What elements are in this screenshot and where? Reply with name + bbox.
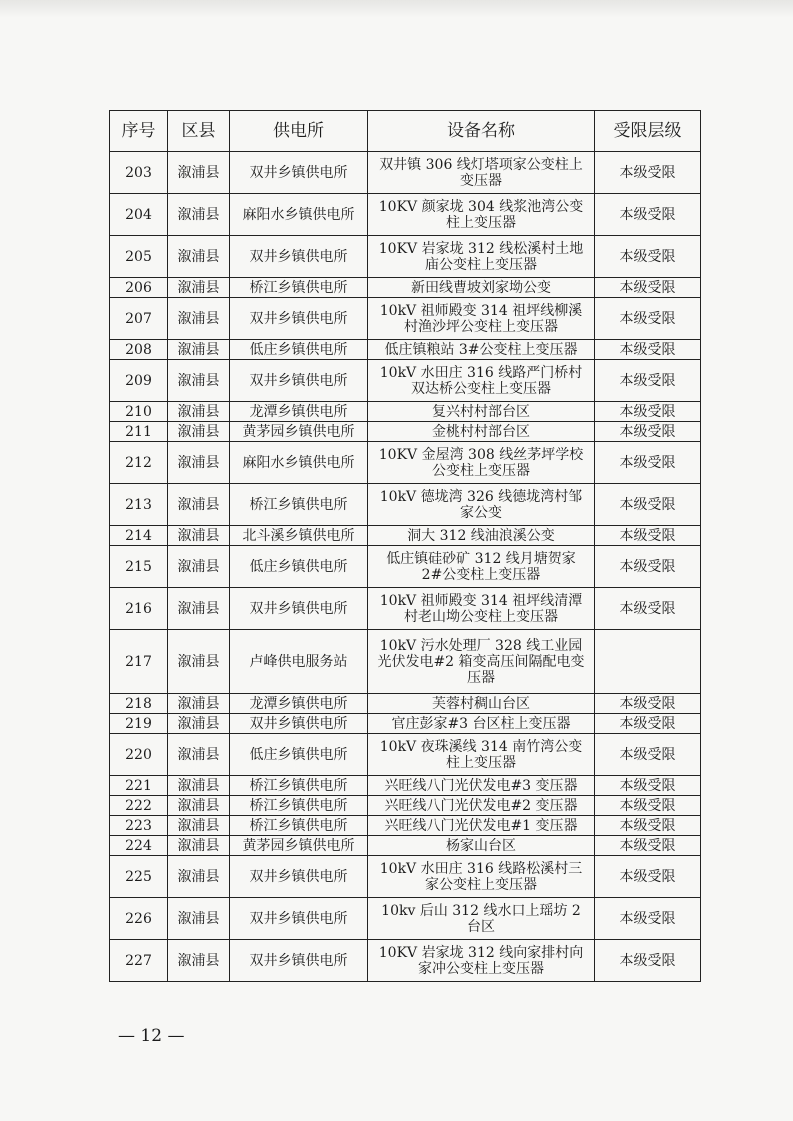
row-serial-number: 204: [110, 194, 168, 236]
row-serial-number: 212: [110, 442, 168, 484]
table-row: [110, 402, 701, 422]
row-device-name: 10kV 夜珠溪线 314 南竹湾公变柱上变压器: [368, 734, 595, 776]
row-restriction-level: 本级受限: [595, 898, 701, 940]
scan-top-edge: [0, 0, 793, 18]
table-row: [110, 194, 701, 236]
row-power-station: 双井乡镇供电所: [230, 588, 368, 630]
row-restriction-level: 本级受限: [595, 152, 701, 194]
row-restriction-level: 本级受限: [595, 298, 701, 340]
row-restriction-level: 本级受限: [595, 856, 701, 898]
row-restriction-level: 本级受限: [595, 734, 701, 776]
row-power-station: 北斗溪乡镇供电所: [230, 526, 368, 546]
table-row: [110, 836, 701, 856]
row-device-name: 兴旺线八门光伏发电#2 变压器: [368, 796, 595, 816]
row-device-name: 10KV 岩家垅 312 线向家排村向家冲公变柱上变压器: [368, 940, 595, 982]
row-county: 溆浦县: [168, 714, 230, 734]
row-device-name: 10KV 颜家垅 304 线浆池湾公变柱上变压器: [368, 194, 595, 236]
table-row: [110, 360, 701, 402]
row-restriction-level: 本级受限: [595, 194, 701, 236]
header-serial-number: 序号: [110, 111, 168, 152]
row-county: 溆浦县: [168, 360, 230, 402]
row-serial-number: 222: [110, 796, 168, 816]
row-county: 溆浦县: [168, 484, 230, 526]
row-power-station: 双井乡镇供电所: [230, 940, 368, 982]
row-serial-number: 205: [110, 236, 168, 278]
row-restriction-level: 本级受限: [595, 278, 701, 298]
row-restriction-level: 本级受限: [595, 236, 701, 278]
row-serial-number: 223: [110, 816, 168, 836]
row-device-name: 低庄镇粮站 3#公变柱上变压器: [368, 340, 595, 360]
row-serial-number: 227: [110, 940, 168, 982]
row-restriction-level: 本级受限: [595, 694, 701, 714]
row-restriction-level: 本级受限: [595, 588, 701, 630]
row-power-station: 双井乡镇供电所: [230, 360, 368, 402]
row-serial-number: 208: [110, 340, 168, 360]
row-county: 溆浦县: [168, 630, 230, 694]
row-county: 溆浦县: [168, 340, 230, 360]
row-device-name: 10KV 金屋湾 308 线丝茅坪学校公变柱上变压器: [368, 442, 595, 484]
row-serial-number: 216: [110, 588, 168, 630]
row-serial-number: 220: [110, 734, 168, 776]
row-device-name: 金桃村村部台区: [368, 422, 595, 442]
row-power-station: 低庄乡镇供电所: [230, 340, 368, 360]
row-power-station: 双井乡镇供电所: [230, 714, 368, 734]
row-restriction-level: [595, 630, 701, 694]
row-county: 溆浦县: [168, 402, 230, 422]
row-power-station: 双井乡镇供电所: [230, 298, 368, 340]
row-device-name: 兴旺线八门光伏发电#1 变压器: [368, 816, 595, 836]
table-row: [110, 630, 701, 694]
table-row: [110, 898, 701, 940]
row-device-name: 10kV 祖师殿变 314 祖坪线清潭村老山坳公变柱上变压器: [368, 588, 595, 630]
row-restriction-level: 本级受限: [595, 340, 701, 360]
table-row: [110, 422, 701, 442]
table-row: [110, 236, 701, 278]
table-row: [110, 152, 701, 194]
row-restriction-level: 本级受限: [595, 526, 701, 546]
table-row: [110, 856, 701, 898]
table-row: [110, 546, 701, 588]
row-device-name: 新田线曹坡刘家坳公变: [368, 278, 595, 298]
row-county: 溆浦县: [168, 940, 230, 982]
row-county: 溆浦县: [168, 734, 230, 776]
row-power-station: 双井乡镇供电所: [230, 898, 368, 940]
row-county: 溆浦县: [168, 236, 230, 278]
row-county: 溆浦县: [168, 298, 230, 340]
row-power-station: 桥江乡镇供电所: [230, 776, 368, 796]
row-device-name: 10kV 水田庄 316 线路松溪村三家公变柱上变压器: [368, 856, 595, 898]
table-header-row: [110, 111, 701, 152]
row-power-station: 桥江乡镇供电所: [230, 796, 368, 816]
table-row: [110, 588, 701, 630]
row-device-name: 兴旺线八门光伏发电#3 变压器: [368, 776, 595, 796]
row-serial-number: 206: [110, 278, 168, 298]
row-restriction-level: 本级受限: [595, 442, 701, 484]
row-power-station: 桥江乡镇供电所: [230, 278, 368, 298]
row-power-station: 桥江乡镇供电所: [230, 484, 368, 526]
table-row: [110, 442, 701, 484]
row-device-name: 10kV 祖师殿变 314 祖坪线柳溪村渔沙坪公变柱上变压器: [368, 298, 595, 340]
row-county: 溆浦县: [168, 546, 230, 588]
row-serial-number: 213: [110, 484, 168, 526]
row-restriction-level: 本级受限: [595, 422, 701, 442]
row-power-station: 低庄乡镇供电所: [230, 546, 368, 588]
row-power-station: 黄茅园乡镇供电所: [230, 422, 368, 442]
row-power-station: 桥江乡镇供电所: [230, 816, 368, 836]
row-power-station: 龙潭乡镇供电所: [230, 402, 368, 422]
row-county: 溆浦县: [168, 898, 230, 940]
row-device-name: 杨家山台区: [368, 836, 595, 856]
row-restriction-level: 本级受限: [595, 402, 701, 422]
row-county: 溆浦县: [168, 278, 230, 298]
table-row: [110, 484, 701, 526]
row-restriction-level: 本级受限: [595, 714, 701, 734]
row-serial-number: 215: [110, 546, 168, 588]
row-county: 溆浦县: [168, 152, 230, 194]
row-serial-number: 218: [110, 694, 168, 714]
table-row: [110, 298, 701, 340]
row-restriction-level: 本级受限: [595, 776, 701, 796]
table-row: [110, 776, 701, 796]
row-device-name: 低庄镇硅砂矿 312 线月塘贺家 2#公变柱上变压器: [368, 546, 595, 588]
row-power-station: 黄茅园乡镇供电所: [230, 836, 368, 856]
restricted-equipment-table: [109, 110, 701, 982]
header-device-name: 设备名称: [368, 111, 595, 152]
row-county: 溆浦县: [168, 194, 230, 236]
row-serial-number: 221: [110, 776, 168, 796]
row-power-station: 双井乡镇供电所: [230, 856, 368, 898]
table-row: [110, 940, 701, 982]
row-serial-number: 224: [110, 836, 168, 856]
row-power-station: 低庄乡镇供电所: [230, 734, 368, 776]
row-restriction-level: 本级受限: [595, 484, 701, 526]
table-row: [110, 714, 701, 734]
row-county: 溆浦县: [168, 422, 230, 442]
row-county: 溆浦县: [168, 526, 230, 546]
row-serial-number: 209: [110, 360, 168, 402]
row-restriction-level: 本级受限: [595, 360, 701, 402]
row-serial-number: 219: [110, 714, 168, 734]
row-county: 溆浦县: [168, 694, 230, 714]
row-device-name: 双井镇 306 线灯塔项家公变柱上变压器: [368, 152, 595, 194]
row-power-station: 麻阳水乡镇供电所: [230, 194, 368, 236]
row-serial-number: 210: [110, 402, 168, 422]
table-row: [110, 340, 701, 360]
row-device-name: 复兴村村部台区: [368, 402, 595, 422]
row-serial-number: 214: [110, 526, 168, 546]
table-row: [110, 816, 701, 836]
header-county: 区县: [168, 111, 230, 152]
row-device-name: 芙蓉村稠山台区: [368, 694, 595, 714]
row-county: 溆浦县: [168, 442, 230, 484]
row-serial-number: 217: [110, 630, 168, 694]
row-device-name: 官庄彭家#3 台区柱上变压器: [368, 714, 595, 734]
row-restriction-level: 本级受限: [595, 940, 701, 982]
table-row: [110, 734, 701, 776]
row-serial-number: 226: [110, 898, 168, 940]
row-county: 溆浦县: [168, 836, 230, 856]
row-serial-number: 225: [110, 856, 168, 898]
row-power-station: 双井乡镇供电所: [230, 152, 368, 194]
row-device-name: 10kV 德垅湾 326 线德垅湾村邹家公变: [368, 484, 595, 526]
row-serial-number: 207: [110, 298, 168, 340]
row-serial-number: 211: [110, 422, 168, 442]
row-restriction-level: 本级受限: [595, 836, 701, 856]
row-device-name: 10kV 污水处理厂 328 线工业园光伏发电#2 箱变高压间隔配电变压器: [368, 630, 595, 694]
row-restriction-level: 本级受限: [595, 816, 701, 836]
row-restriction-level: 本级受限: [595, 796, 701, 816]
table-row: [110, 526, 701, 546]
row-device-name: 10kv 后山 312 线水口上瑶坊 2 台区: [368, 898, 595, 940]
page-number: — 12 —: [118, 1026, 185, 1046]
header-restriction-level: 受限层级: [595, 111, 701, 152]
table-row: [110, 694, 701, 714]
row-serial-number: 203: [110, 152, 168, 194]
row-county: 溆浦县: [168, 588, 230, 630]
row-power-station: 麻阳水乡镇供电所: [230, 442, 368, 484]
row-county: 溆浦县: [168, 796, 230, 816]
header-power-station: 供电所: [230, 111, 368, 152]
row-device-name: 10kV 水田庄 316 线路严门桥村双达桥公变柱上变压器: [368, 360, 595, 402]
table-row: [110, 278, 701, 298]
row-county: 溆浦县: [168, 776, 230, 796]
row-power-station: 卢峰供电服务站: [230, 630, 368, 694]
row-restriction-level: 本级受限: [595, 546, 701, 588]
row-county: 溆浦县: [168, 816, 230, 836]
row-power-station: 龙潭乡镇供电所: [230, 694, 368, 714]
row-device-name: 洞大 312 线油浪溪公变: [368, 526, 595, 546]
table-row: [110, 796, 701, 816]
row-county: 溆浦县: [168, 856, 230, 898]
row-power-station: 双井乡镇供电所: [230, 236, 368, 278]
row-device-name: 10KV 岩家垅 312 线松溪村土地庙公变柱上变压器: [368, 236, 595, 278]
